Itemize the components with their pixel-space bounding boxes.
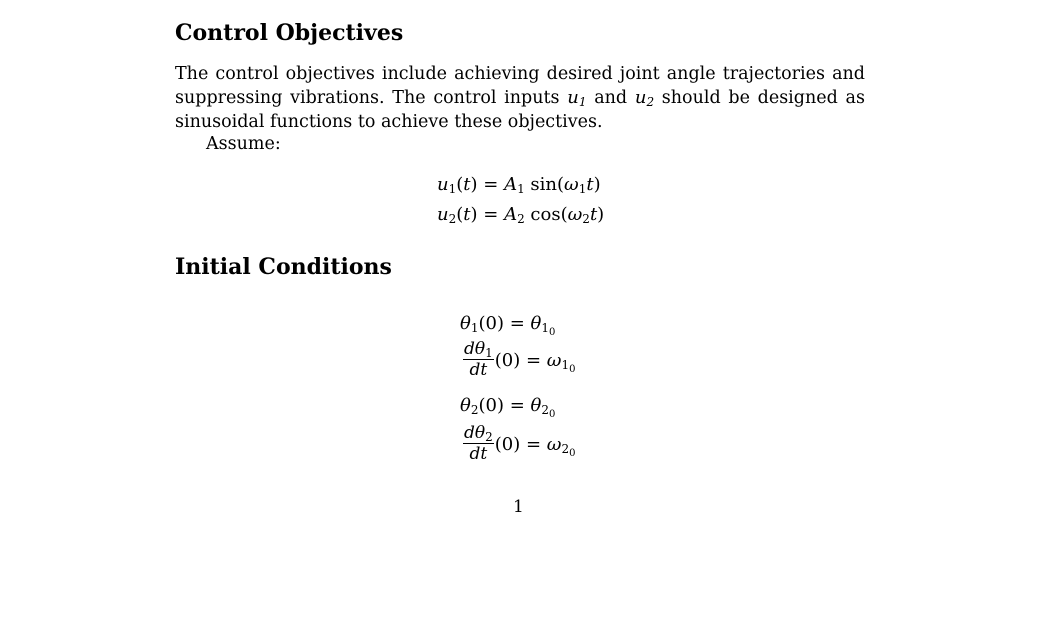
control-objectives-paragraph [175, 62, 865, 134]
paragraph-line-2-tail: should be designed as [661, 88, 865, 108]
fraction-dtheta1-dt: $\frac{d\theta_1}{dt}$ [464, 339, 493, 380]
equation-u2: $u_2(t) = A_2$ $\cos(\omega_2t)$ [437, 204, 605, 226]
page-number: 1 [513, 497, 524, 517]
equation-u1: $u_1(t) = A_1$ $\sin(\omega_1t)$ [437, 174, 601, 196]
section-heading-initial-conditions: Initial Conditions [175, 254, 392, 280]
paragraph-line-2-text: suppressing vibrations. The control inputs [175, 88, 560, 108]
assume-text: Assume: [206, 134, 281, 154]
u2-inline-symbol: $u_2$ [634, 87, 655, 109]
and-word: and [594, 88, 628, 108]
paragraph-line-2 [175, 86, 865, 110]
equation-theta1-initial: $\theta_1(0) = \theta_{1_0}$ [460, 313, 556, 338]
section-heading-control-objectives: Control Objectives [175, 20, 404, 46]
equation-dtheta2-initial: $\frac{d\theta_2}{dt}$ $(0) = \omega_{2_0}$ [464, 423, 576, 464]
paragraph-line-1: The control objectives include achieving desired joint angle trajectories and [175, 64, 865, 84]
fraction-dtheta2-dt: $\frac{d\theta_2}{dt}$ [464, 423, 493, 464]
equation-dtheta1-initial: $\frac{d\theta_1}{dt}$ $(0) = \omega_{1_0}$ [464, 339, 576, 380]
u1-inline-symbol: $u_1$ [567, 87, 587, 109]
equation-theta2-initial: $\theta_2(0) = \theta_{2_0}$ [460, 395, 556, 420]
paragraph-line-3: sinusoidal functions to achieve these objectives. [175, 112, 603, 132]
